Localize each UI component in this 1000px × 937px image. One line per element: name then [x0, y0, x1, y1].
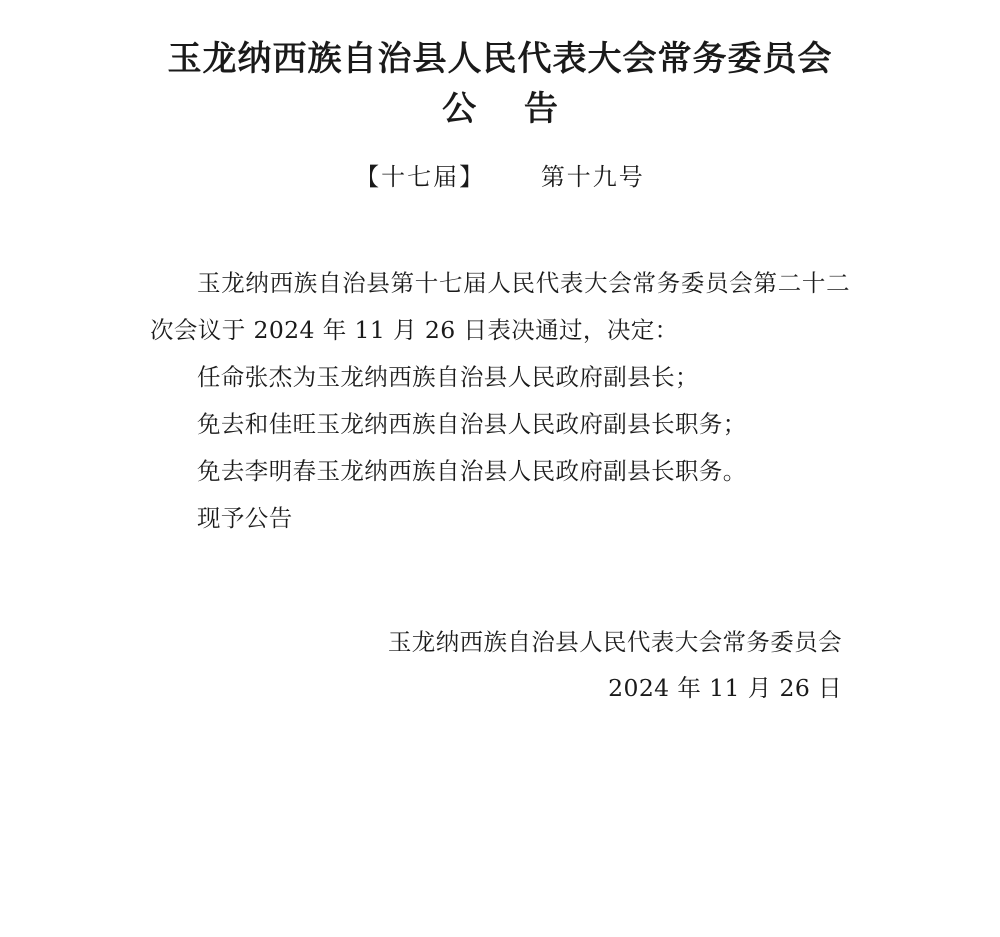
document-number-row: [0, 157, 1000, 192]
page-title: 玉龙纳西族自治县人民代表大会常务委员会: [167, 39, 833, 79]
signature-organization: 玉龙纳西族自治县人民代表大会常务委员会: [387, 627, 842, 656]
document-body: [150, 260, 850, 542]
body-paragraph: 任命张杰为玉龙纳西族自治县人民政府副县长；: [197, 362, 699, 391]
document-number-label: 第十九号: [540, 162, 645, 191]
signature-date: 2024 年 11 月 26 日: [608, 673, 842, 702]
body-paragraph: 现予公告: [197, 503, 293, 532]
body-paragraph: 玉龙纳西族自治县第十七届人民代表大会常务委员会第二十二次会议于 2024 年 11 月 26 日表决通过，决定：: [150, 268, 850, 344]
body-paragraph: 免去李明春玉龙纳西族自治县人民政府副县长职务。: [197, 456, 747, 485]
body-paragraph: 免去和佳旺玉龙纳西族自治县人民政府副县长职务；: [197, 409, 747, 438]
document-term-label: 【十七届】: [355, 162, 486, 191]
signature-block: [150, 620, 850, 712]
document-type-heading: 公 告: [442, 88, 576, 129]
